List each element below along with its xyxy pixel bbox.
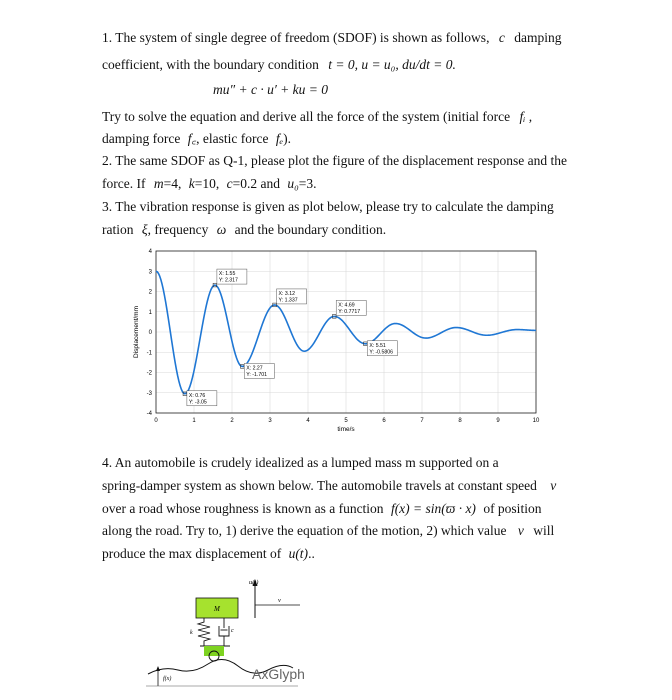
chart-x-tick-label: 10 <box>532 418 540 424</box>
q2-symbol-k: k <box>188 176 195 191</box>
q2-symbol-m: m <box>153 176 164 191</box>
q1-text: damping <box>514 30 562 45</box>
q2-text: =4, <box>163 176 182 191</box>
chart-data-tip-y: Y: 0.7717 <box>338 308 361 315</box>
chart-data-tip-y: Y: 1.337 <box>278 297 298 304</box>
chart-grid <box>156 251 536 413</box>
q3-line-2 <box>102 221 386 239</box>
q2-line-1: 2. The same SDOF as Q-1, please plot the figure of the displacement response and the <box>102 153 568 168</box>
chart-y-tick-label: -4 <box>146 411 152 417</box>
label-u: u(t) <box>249 579 259 586</box>
chart-x-tick-label: 9 <box>496 418 500 424</box>
watermark: AxGlyph <box>252 666 305 682</box>
q4-text: will <box>533 523 555 538</box>
chart-x-tick-label: 5 <box>344 418 348 424</box>
q3-symbol-omega: ω <box>216 222 227 237</box>
q2-text: =0.2 and <box>232 176 280 191</box>
q4-line-1: 4. An automobile is crudely idealized as a lumped mass m supported on a <box>102 455 499 470</box>
chart-y-tick-label: 0 <box>148 330 152 336</box>
q1-line-3 <box>102 108 532 126</box>
q1-symbol-c: c <box>498 30 505 45</box>
q1-symbol-fe: fₑ <box>275 131 284 146</box>
chart-x-tick-label: 3 <box>268 418 272 424</box>
label-c: c <box>231 628 234 634</box>
q4-text: spring-damper system as shown below. The automobile travels at constant speed <box>102 478 537 493</box>
q2-text: force. If <box>102 176 146 191</box>
q3-line-1: 3. The vibration response is given as plot below, please try to calculate the damping <box>102 199 554 214</box>
q4-text: over a road whose roughness is known as a function <box>102 501 384 516</box>
chart-y-tick-label: 1 <box>148 309 152 316</box>
q1-equation: mu″ + c · u′ + ku = 0 <box>213 82 329 97</box>
q2-text: =3. <box>298 176 317 191</box>
chart-data-tip-x: X: 1.55 <box>218 271 236 278</box>
chart-data-tip-x: X: 2.27 <box>246 365 263 372</box>
q4-road-function: f(x) = sin(ϖ · x) <box>390 501 476 516</box>
q4-line-5 <box>102 545 315 563</box>
q3-text: and the boundary condition. <box>234 222 387 237</box>
q1-symbol-fc: f꜀ <box>187 131 197 146</box>
chart-data-tip-x: X: 4.69 <box>338 302 355 309</box>
q2-symbol-u0: u₀ <box>287 176 299 191</box>
chart-data-tip-y: Y: -1.701 <box>246 371 268 378</box>
q1-symbol-fi: fᵢ , <box>519 109 533 124</box>
chart-y-tick-label: -2 <box>146 370 152 377</box>
chart-data-tip-x: X: 0.76 <box>188 392 206 399</box>
q1-text: Try to solve the equation and derive all the force of the system (initial force <box>102 109 511 124</box>
displacement-response-chart <box>130 243 550 443</box>
chart-data-tip-y: Y: -0.5806 <box>369 349 394 356</box>
q2-symbol-c: c <box>226 176 233 191</box>
chart-data-tip-x: X: 3.12 <box>278 290 296 297</box>
chart-annotations <box>183 269 397 406</box>
q4-line-2 <box>102 477 556 495</box>
q2-text: =10, <box>194 176 220 191</box>
spring <box>198 618 210 646</box>
chart-y-tick-label: -3 <box>146 390 152 397</box>
chart-y-tick-label: 4 <box>148 249 152 255</box>
q4-text: produce the max displacement of <box>102 546 282 561</box>
chart-y-tick-label: 2 <box>148 289 152 296</box>
chart-x-tick-label: 4 <box>306 418 310 424</box>
chart-x-axis-label: time/s <box>337 426 355 433</box>
q4-text: .. <box>308 546 315 561</box>
label-k: k <box>190 630 193 636</box>
chart-x-tick-label: 7 <box>420 418 424 424</box>
chart-x-tick-label: 1 <box>192 418 196 424</box>
q3-symbol-xi: ξ <box>141 222 148 237</box>
q4-line-3 <box>102 500 541 518</box>
q4-text: of position <box>483 501 542 516</box>
chart-data-tip-y: Y: -3.05 <box>188 399 207 406</box>
q1-text: coefficient, with the boundary condition <box>102 57 319 72</box>
q4-symbol-v: v <box>517 523 524 538</box>
q1-text: damping force <box>102 131 181 146</box>
q1-boundary-condition: t = 0, u = u₀, du/dt = 0. <box>328 57 456 72</box>
chart-data-tip-x: X: 5.51 <box>369 342 386 349</box>
q3-text: ration <box>102 222 134 237</box>
label-f: f(x) <box>163 676 172 682</box>
q1-line-1 <box>102 29 561 47</box>
chart-x-tick-label: 0 <box>154 418 158 424</box>
chart-data-tip-y: Y: 2.317 <box>218 277 238 284</box>
q1-text: , elastic force <box>196 131 269 146</box>
label-v: v <box>278 597 281 604</box>
chart-y-axis-label: Displacement/mm <box>133 305 140 359</box>
q4-text: along the road. Try to, 1) derive the equation of the motion, 2) which value <box>102 523 507 538</box>
q3-text: , frequency <box>147 222 209 237</box>
label-M: M <box>214 605 220 613</box>
q2-line-2 <box>102 175 317 193</box>
q4-symbol-v: v <box>550 478 557 493</box>
q4-line-4 <box>102 522 554 540</box>
q1-line-2 <box>102 56 456 74</box>
q4-symbol-ut: u(t) <box>288 546 309 561</box>
chart-y-tick-label: 3 <box>148 269 152 276</box>
q1-text: 1. The system of single degree of freedom (SDOF) is shown as follows, <box>102 30 490 45</box>
chart-y-tick-label: -1 <box>146 350 152 357</box>
q1-text: ). <box>283 131 292 146</box>
chart-x-tick-label: 8 <box>458 418 462 424</box>
road-height-arrow-head <box>156 666 160 671</box>
q1-line-4 <box>102 130 291 148</box>
chart-x-tick-label: 6 <box>382 418 386 424</box>
chart-x-tick-label: 2 <box>230 418 234 424</box>
